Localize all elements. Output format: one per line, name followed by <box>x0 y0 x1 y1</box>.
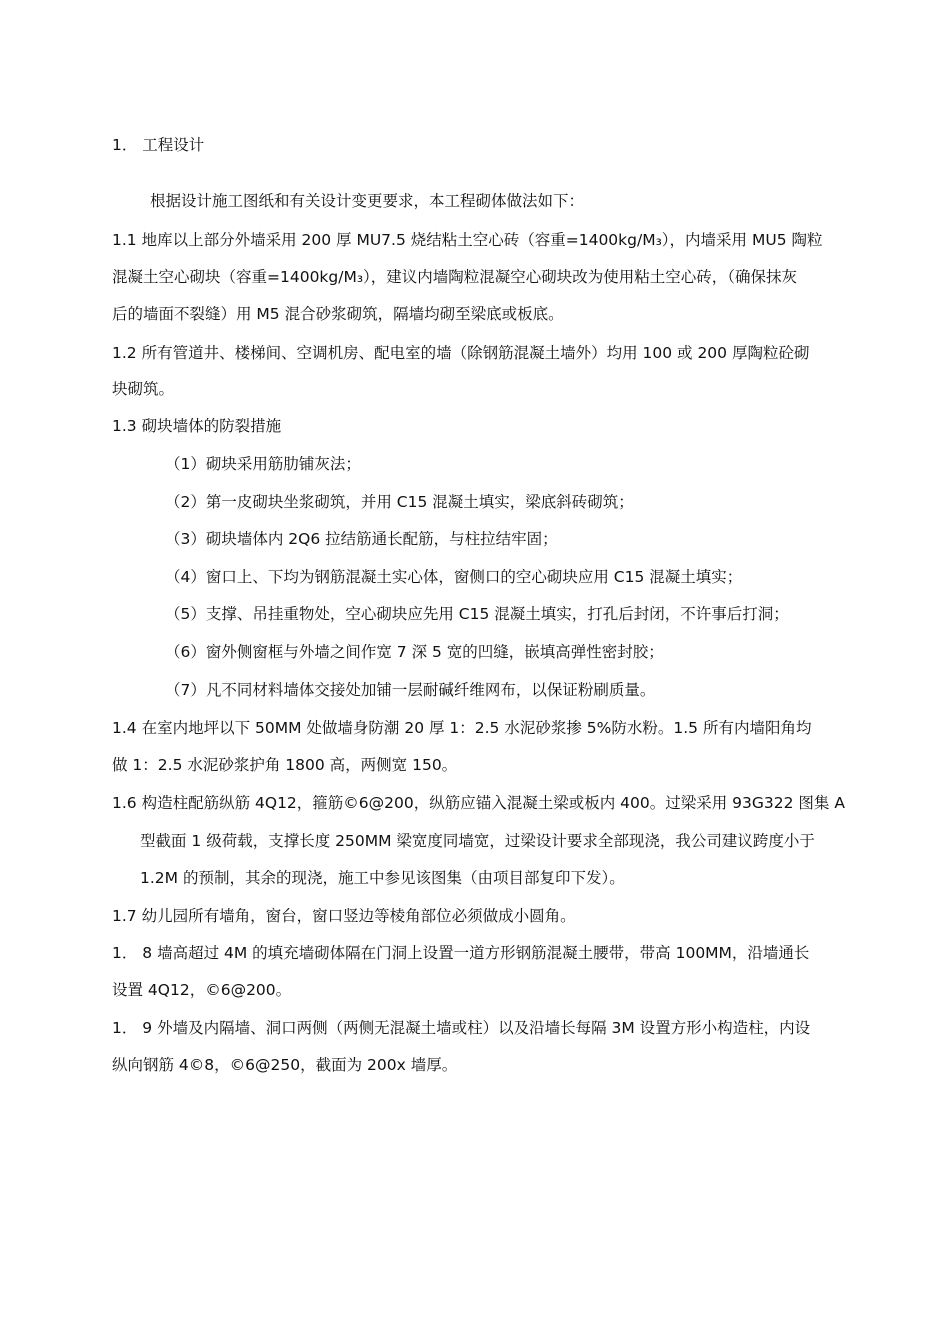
item-1-6-line: 1.2M 的预制，其余的现浇，施工中参见该图集（由项目部复印下发）。 <box>140 869 625 887</box>
item-1-2-line: 块砌筑。 <box>112 380 175 398</box>
item-1-4-line: 1.4 在室内地坪以下 50MM 处做墙身防潮 20 厚 1：2.5 水泥砂浆掺 5%防水粉。1.5 所有内墙阳角均 <box>112 719 812 737</box>
item-1-6-line: 1.6 构造柱配筋纵筋 4Q12，箍筋©6@200，纵筋应锚入混凝土梁或板内 400。过梁采用 93G322 图集 A <box>112 794 845 812</box>
measure-item: （5）支撑、吊挂重物处，空心砌块应先用 C15 混凝土填实，打孔后封闭，不许事后打洞； <box>165 605 789 623</box>
item-1-8-line: 设置 4Q12，©6@200。 <box>112 981 292 999</box>
item-1-2-line: 1.2 所有管道井、楼梯间、空调机房、配电室的墙（除钢筋混凝土墙外）均用 100 或 200 厚陶粒砼砌 <box>112 344 810 362</box>
item-1-1-line: 混凝土空心砌块（容重=1400kg/M₃），建议内墙陶粒混凝空心砌块改为使用粘土空心砖，（确保抹灰 <box>112 268 798 286</box>
item-1-1-line: 后的墙面不裂缝）用 M5 混合砂浆砌筑，隔墙均砌至梁底或板底。 <box>112 305 564 323</box>
measure-item: （3）砌块墙体内 2Q6 拉结筋通长配筋，与柱拉结牢固； <box>165 530 558 548</box>
item-1-9-line: 纵向钢筋 4©8，©6@250，截面为 200x 墙厚。 <box>112 1056 458 1074</box>
item-1-6-line: 型截面 1 级荷载，支撑长度 250MM 梁宽度同墙宽，过梁设计要求全部现浇，我公司建议跨度小于 <box>140 832 815 850</box>
section-heading: 1． 工程设计 <box>112 136 205 154</box>
measure-item: （2）第一皮砌块坐浆砌筑，并用 C15 混凝土填实，梁底斜砖砌筑； <box>165 493 634 511</box>
measure-item: （6）窗外侧窗框与外墙之间作宽 7 深 5 宽的凹缝，嵌填高弹性密封胶； <box>165 643 664 661</box>
measure-item: （1）砌块采用筋肋铺灰法； <box>165 455 361 473</box>
item-1-3-title: 1.3 砌块墙体的防裂措施 <box>112 417 282 435</box>
item-1-4-line: 做 1：2.5 水泥砂浆护角 1800 高，两侧宽 150。 <box>112 756 458 774</box>
item-1-1-line: 1.1 地库以上部分外墙采用 200 厚 MU7.5 烧结粘土空心砖（容重=1400kg/M₃），内墙采用 MU5 陶粒 <box>112 231 823 249</box>
item-1-8-line: 1． 8 墙高超过 4M 的填充墙砌体隔在门洞上设置一道方形钢筋混凝土腰带，带高 100MM，沿墙通长 <box>112 944 810 962</box>
measure-item: （4）窗口上、下均为钢筋混凝土实心体，窗侧口的空心砌块应用 C15 混凝土填实； <box>165 568 743 586</box>
measure-item: （7）凡不同材料墙体交接处加铺一层耐碱纤维网布，以保证粉刷质量。 <box>165 681 656 699</box>
item-1-9-line: 1． 9 外墙及内隔墙、洞口两侧（两侧无混凝土墙或柱）以及沿墙长每隔 3M 设置方形小构造柱，内设 <box>112 1019 811 1037</box>
intro-paragraph: 根据设计施工图纸和有关设计变更要求，本工程砌体做法如下： <box>150 192 585 210</box>
item-1-7-line: 1.7 幼儿园所有墙角，窗台，窗口竖边等棱角部位必须做成小圆角。 <box>112 907 576 925</box>
